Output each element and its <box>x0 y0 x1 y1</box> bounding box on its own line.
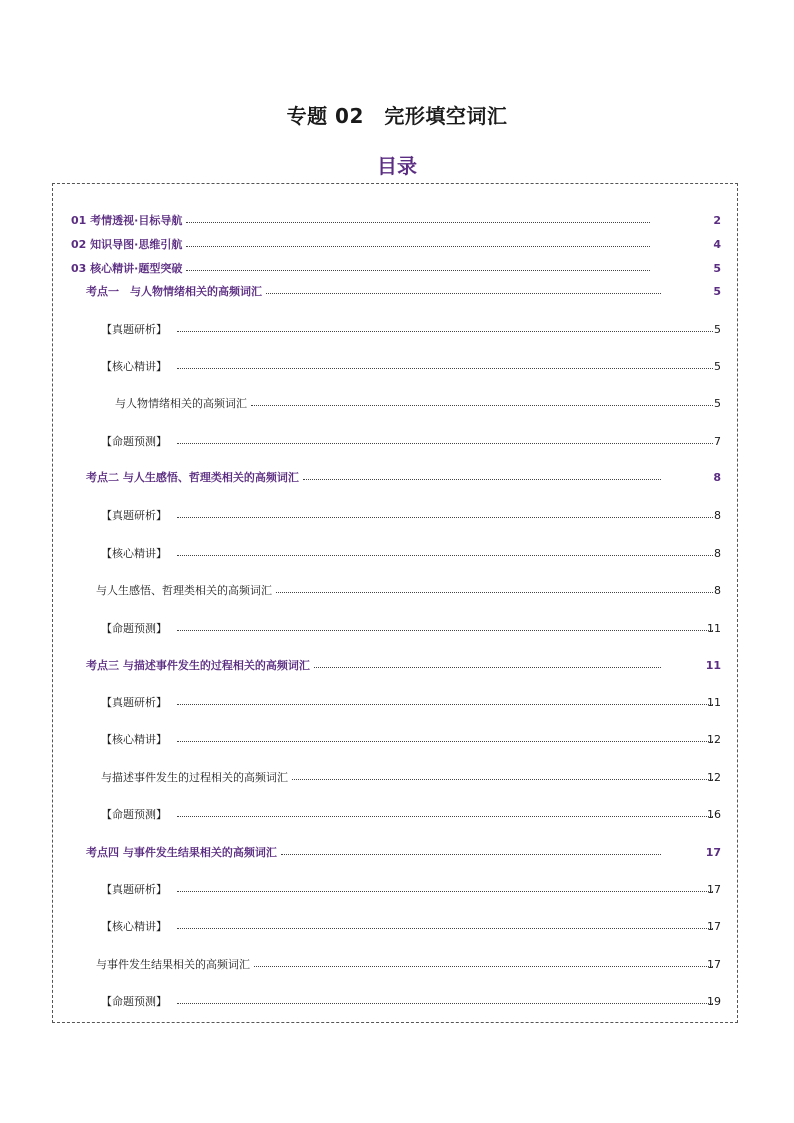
toc-leader-dots <box>314 667 661 668</box>
page-title: 专题 02 完形填空词汇 <box>286 104 508 128</box>
toc-entry-label: 【命题预测】 <box>101 808 167 821</box>
toc-entry-label: 考点一 与人物情绪相关的高频词汇 <box>86 285 262 298</box>
toc-leader-dots <box>186 222 650 223</box>
toc-entry[interactable] <box>71 237 721 253</box>
toc-entry-label: 考点二 与人生感悟、哲理类相关的高频词汇 <box>86 471 299 484</box>
toc-leader-dots <box>177 928 713 929</box>
toc-entry-label: 【核心精讲】 <box>101 360 167 373</box>
toc-leader-dots <box>276 592 713 593</box>
toc-entry[interactable] <box>101 359 721 375</box>
toc-leader-dots <box>177 741 713 742</box>
toc-leader-dots <box>177 630 713 631</box>
toc-entry-label: 【真题研析】 <box>101 323 167 336</box>
toc-entry[interactable] <box>96 583 721 599</box>
toc-leader-dots <box>177 331 713 332</box>
toc-entry[interactable] <box>86 845 721 861</box>
toc-leader-dots <box>186 246 650 247</box>
toc-entry-page: 5 <box>714 323 721 336</box>
toc-box <box>52 183 738 1023</box>
toc-entry-page: 16 <box>707 808 721 821</box>
toc-entry[interactable] <box>101 546 721 562</box>
toc-entry-page: 17 <box>707 958 721 971</box>
toc-entry-label: 【命题预测】 <box>101 435 167 448</box>
toc-leader-dots <box>177 517 713 518</box>
toc-entry-page: 7 <box>714 435 721 448</box>
toc-entry-label: 03 核心精讲·题型突破 <box>71 262 183 275</box>
toc-leader-dots <box>303 479 661 480</box>
toc-entry-label: 02 知识导图·思维引航 <box>71 238 183 251</box>
toc-leader-dots <box>177 704 713 705</box>
toc-entry-label: 【真题研析】 <box>101 509 167 522</box>
toc-entry-page: 8 <box>714 584 721 597</box>
toc-entry-page: 8 <box>714 547 721 560</box>
toc-entry[interactable] <box>101 770 721 786</box>
toc-entry-page: 19 <box>707 995 721 1008</box>
toc-entry[interactable] <box>101 882 721 898</box>
toc-entry-page: 17 <box>707 920 721 933</box>
toc-entry[interactable] <box>101 732 721 748</box>
toc-entry-label: 与人生感悟、哲理类相关的高频词汇 <box>96 584 272 597</box>
toc-entry[interactable] <box>101 508 721 524</box>
toc-entry[interactable] <box>101 807 721 823</box>
toc-leader-dots <box>177 1003 713 1004</box>
toc-entry[interactable] <box>101 322 721 338</box>
toc-entry[interactable] <box>96 957 721 973</box>
toc-entry-label: 01 考情透视·目标导航 <box>71 214 183 227</box>
toc-entry-page: 17 <box>705 846 721 859</box>
toc-entry-page: 12 <box>707 733 721 746</box>
toc-entry-page: 11 <box>705 659 721 672</box>
toc-entry-label: 【真题研析】 <box>101 883 167 896</box>
toc-leader-dots <box>177 368 713 369</box>
toc-entry-label: 与人物情绪相关的高频词汇 <box>115 397 247 410</box>
toc-entry[interactable] <box>86 470 721 486</box>
toc-entry-label: 与事件发生结果相关的高频词汇 <box>96 958 250 971</box>
toc-entry[interactable] <box>71 261 721 277</box>
toc-entry[interactable] <box>101 919 721 935</box>
toc-leader-dots <box>281 854 661 855</box>
toc-entry-label: 【核心精讲】 <box>101 920 167 933</box>
toc-entry-page: 11 <box>707 696 721 709</box>
toc-entry-label: 考点四 与事件发生结果相关的高频词汇 <box>86 846 277 859</box>
toc-leader-dots <box>177 891 713 892</box>
toc-leader-dots <box>177 443 713 444</box>
toc-leader-dots <box>251 405 713 406</box>
toc-entry-label: 与描述事件发生的过程相关的高频词汇 <box>101 771 288 784</box>
toc-entry[interactable] <box>115 396 721 412</box>
toc-leader-dots <box>266 293 661 294</box>
toc-entry-label: 【真题研析】 <box>101 696 167 709</box>
toc-entry[interactable] <box>101 621 721 637</box>
toc-entry[interactable] <box>71 213 721 229</box>
toc-entry-page: 8 <box>714 509 721 522</box>
toc-entry-page: 12 <box>707 771 721 784</box>
toc-entry-page: 11 <box>707 622 721 635</box>
toc-entry[interactable] <box>101 994 721 1010</box>
toc-entry[interactable] <box>101 434 721 450</box>
toc-entry-label: 【核心精讲】 <box>101 733 167 746</box>
toc-entry[interactable] <box>86 658 721 674</box>
toc-leader-dots <box>186 270 650 271</box>
toc-leader-dots <box>292 779 713 780</box>
toc-entry-label: 【命题预测】 <box>101 995 167 1008</box>
toc-entry-page: 5 <box>713 262 721 275</box>
toc-leader-dots <box>254 966 713 967</box>
toc-entry[interactable] <box>101 695 721 711</box>
toc-entry-page: 17 <box>707 883 721 896</box>
toc-entry-page: 5 <box>713 285 721 298</box>
toc-entry[interactable] <box>86 284 721 300</box>
toc-entry-page: 5 <box>714 360 721 373</box>
toc-entry-label: 【命题预测】 <box>101 622 167 635</box>
toc-entry-label: 【核心精讲】 <box>101 547 167 560</box>
toc-entry-page: 2 <box>713 214 721 227</box>
toc-leader-dots <box>177 816 713 817</box>
toc-heading: 目录 <box>377 154 417 178</box>
toc-entry-label: 考点三 与描述事件发生的过程相关的高频词汇 <box>86 659 310 672</box>
toc-entry-page: 8 <box>713 471 721 484</box>
toc-leader-dots <box>177 555 713 556</box>
toc-entry-page: 4 <box>713 238 721 251</box>
toc-entry-page: 5 <box>714 397 721 410</box>
